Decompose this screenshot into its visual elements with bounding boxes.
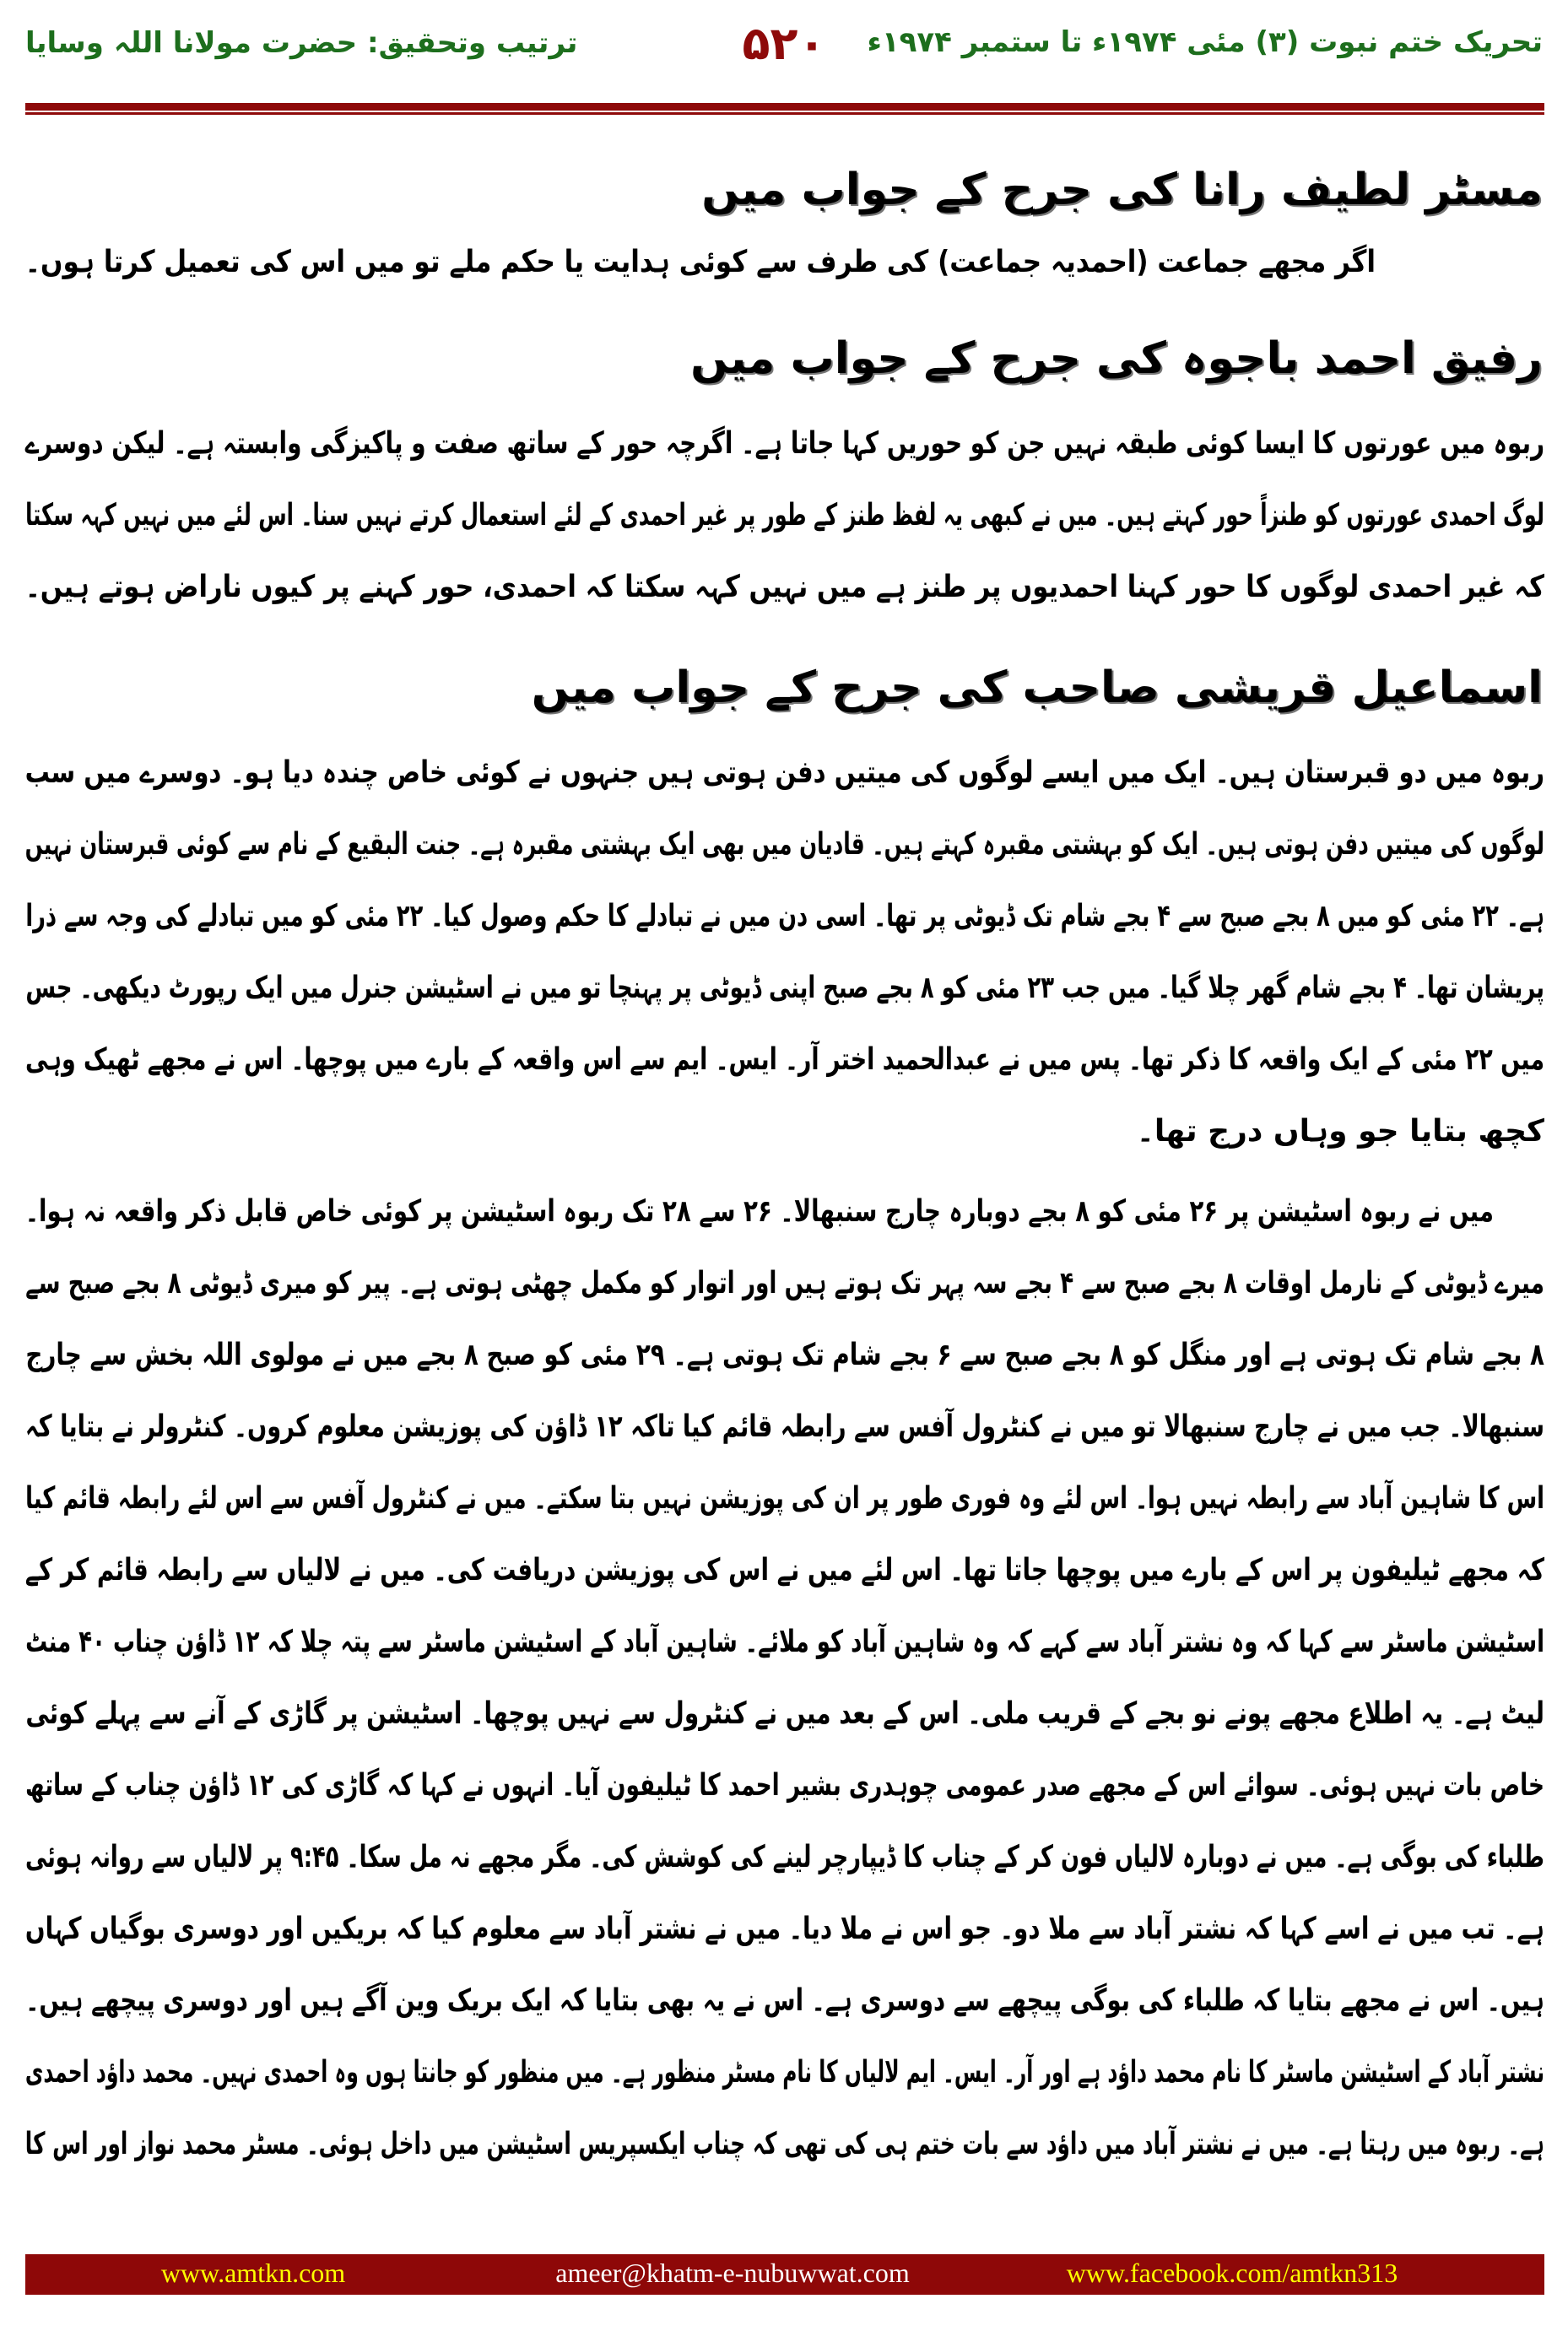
text-line: ربوہ میں دو قبرستان ہیں۔ ایک میں ایسے لوگوں کی میتیں دفن ہوتی ہیں جنہوں نے کوئی خاص چندہ دیا ہو۔ دوسرے میں سب	[24, 755, 1545, 790]
text-line: کچھ بتایا جو وہاں درج تھا۔	[1136, 1114, 1544, 1149]
text-line: ہیں۔ اس نے مجھے بتایا کہ طلباء کی بوگی پیچھے سے دوسری ہے۔ اس نے یہ بھی بتایا کہ ایک بریک وین آگے ہیں اور دوسری پیچھے ہیں۔	[25, 1983, 1545, 2018]
section-heading: مسٹر لطیف رانا کی جرح کے جواب میں	[701, 165, 1543, 215]
text-line: ۸ بجے شام تک ہوتی ہے اور منگل کو ۸ بجے صبح سے ۶ بجے شام تک ہوتی ہے۔ ۲۹ مئی کو صبح ۸ بجے میں نے مولوی اللہ بخش سے چارج	[25, 1338, 1544, 1372]
text-line: کہ مجھے ٹیلیفون پر اس کے بارے میں پوچھا جاتا تھا۔ اس لئے میں نے اس کی پوزیشن دریافت کی۔ میں نے لالیاں سے رابطہ قائم کر کے	[24, 1553, 1545, 1587]
text-line: اسٹیشن ماسٹر سے کہا کہ وہ نشتر آباد سے کہے کہ وہ شاہین آباد کو ملائے۔ شاہین آباد کے اسٹیشن ماسٹر سے پتہ چلا کہ ۱۲ ڈاؤن چناب ۴۰ منٹ	[25, 1625, 1544, 1659]
text-line: ربوہ میں عورتوں کا ایسا کوئی طبقہ نہیں جن کو حوریں کہا جاتا ہے۔ اگرچہ حور کے ساتھ صفت و پاکیزگی وابستہ ہے۔ لیکن دوسرے	[24, 426, 1545, 461]
text-line: لوگوں کی میتیں دفن ہوتی ہیں۔ ایک کو بہشتی مقبرہ کہتے ہیں۔ قادیان میں بھی ایک بہشتی مقبرہ ہے۔ جنت البقیع کے نام سے کوئی قبرستان نہیں	[24, 827, 1544, 862]
footer-bar	[25, 2254, 1544, 2295]
text-line: ہے۔ تب میں نے اسے کہا کہ نشتر آباد سے ملا دو۔ جو اس نے ملا دیا۔ میں نے نشتر آباد سے معلوم کیا کہ بریکیں اور دوسری بوگیاں کہاں	[24, 1912, 1545, 1946]
facebook-link[interactable]: www.facebook.com/amtkn313	[1066, 2258, 1398, 2288]
text-line: میں نے ربوہ اسٹیشن پر ۲۶ مئی کو ۸ بجے دوبارہ چارج سنبھالا۔ ۲۶ سے ۲۸ تک ربوہ اسٹیشن پر کوئی خاص قابل ذکر واقعہ نہ ہوا۔	[24, 1194, 1494, 1229]
email-link[interactable]: ameer@khatm-e-nubuwwat.com	[555, 2258, 910, 2288]
text-line: کہ غیر احمدی لوگوں کا حور کہنا احمدیوں پر طنز ہے میں نہیں کہہ سکتا کہ احمدی، حور کہنے پر کیوں ناراض ہوتے ہیں۔	[24, 570, 1545, 604]
website-link[interactable]: www.amtkn.com	[160, 2258, 346, 2288]
text-line: اس کا شاہین آباد سے رابطہ نہیں ہوا۔ اس لئے وہ فوری طور پر ان کی پوزیشن نہیں بتا سکتے۔ میں نے کنٹرول آفس سے اس لئے رابطہ قائم کیا	[25, 1481, 1545, 1516]
text-line: اگر مجھے جماعت (احمدیہ جماعت) کی طرف سے کوئی ہدایت یا حکم ملے تو میں اس کی تعمیل کرتا ہوں۔	[24, 245, 1376, 279]
text-line: ہے۔ ربوہ میں رہتا ہے۔ میں نے نشتر آباد میں داؤد سے بات ختم ہی کی تھی کہ چناب ایکسپریس اسٹیشن میں داخل ہوئی۔ مسٹر محمد نواز اور اس کا	[24, 2127, 1544, 2161]
text-line: میں ۲۲ مئی کے ایک واقعہ کا ذکر تھا۔ پس میں نے عبدالحمید اختر آر۔ ایس۔ ایم سے اس واقعہ کے بارے میں پوچھا۔ اس نے مجھے ٹھیک وہی	[25, 1042, 1544, 1077]
text-line: طلباء کی بوگی ہے۔ میں نے دوبارہ لالیاں فون کر کے چناب کا ڈیپارچر لینے کی کوشش کی۔ مگر مجھے نہ مل سکا۔ ۹:۴۵ پر لالیاں سے روانہ ہوئی	[24, 1840, 1544, 1874]
editor-credit: ترتیب وتحقیق: حضرت مولانا اللہ وسایا	[25, 26, 578, 60]
page-number: ۵۲۰	[742, 17, 826, 70]
text-line: میرے ڈیوٹی کے نارمل اوقات ۸ بجے صبح سے ۴ بجے سہ پہر تک ہوتے ہیں اور اتوار کو مکمل چھٹی ہوتی ہے۔ پیر کو میری ڈیوٹی ۸ بجے صبح سے	[25, 1266, 1544, 1301]
text-line: سنبھالا۔ جب میں نے چارج سنبھالا تو میں نے کنٹرول آفس سے رابطہ قائم کیا تاکہ ۱۲ ڈاؤن کی پوزیشن معلوم کروں۔ کنٹرولر نے بتایا کہ	[24, 1409, 1545, 1444]
text-line: ہے۔ ۲۲ مئی کو میں ۸ بجے صبح سے ۴ بجے شام تک ڈیوٹی پر تھا۔ اسی دن میں نے تبادلے کا حکم وصول کیا۔ ۲۲ مئی کو میں تبادلے کی وجہ سے ذرا	[25, 899, 1544, 933]
header-divider-thick	[25, 103, 1544, 111]
book-title: تحریک ختم نبوت (۳) مئی ۱۹۷۴ء تا ستمبر ۱۹۷۴ء	[867, 25, 1543, 59]
text-line: پریشان تھا۔ ۴ بجے شام گھر چلا گیا۔ میں جب ۲۳ مئی کو ۸ بجے صبح اپنی ڈیوٹی پر پہنچا تو میں نے اسٹیشن جنرل میں ایک رپورٹ دیکھی۔ جس	[25, 971, 1544, 1005]
header-divider-thin	[25, 112, 1544, 115]
text-line: لیٹ ہے۔ یہ اطلاع مجھے پونے نو بجے کے قریب ملی۔ اس کے بعد میں نے کنٹرول سے نہیں پوچھا۔ اسٹیشن پر گاڑی کے آنے سے پہلے کوئی	[25, 1696, 1545, 1731]
section-heading: رفیق احمد باجوہ کی جرح کے جواب میں	[690, 333, 1543, 384]
text-line: نشتر آباد کے اسٹیشن ماسٹر کا نام محمد داؤد ہے اور آر۔ ایس۔ ایم لالیاں کا نام مسٹر منظور ہے۔ میں منظور کو جانتا ہوں وہ احمدی نہیں۔ محمد داؤد احمدی	[24, 2055, 1545, 2090]
text-line: خاص بات نہیں ہوئی۔ سوائے اس کے مجھے صدر عمومی چوہدری بشیر احمد کا ٹیلیفون آیا۔ انہوں نے کہا کہ گاڑی کی ۱۲ ڈاؤن چناب کے ساتھ	[25, 1768, 1544, 1803]
text-line: لوگ احمدی عورتوں کو طنزاً حور کہتے ہیں۔ میں نے کبھی یہ لفظ طنز کے طور پر غیر احمدی کے لئے استعمال کرتے نہیں سنا۔ اس لئے میں نہیں کہہ سکتا	[25, 498, 1545, 533]
section-heading: اسماعیل قریشی صاحب کی جرح کے جواب میں	[531, 663, 1543, 713]
